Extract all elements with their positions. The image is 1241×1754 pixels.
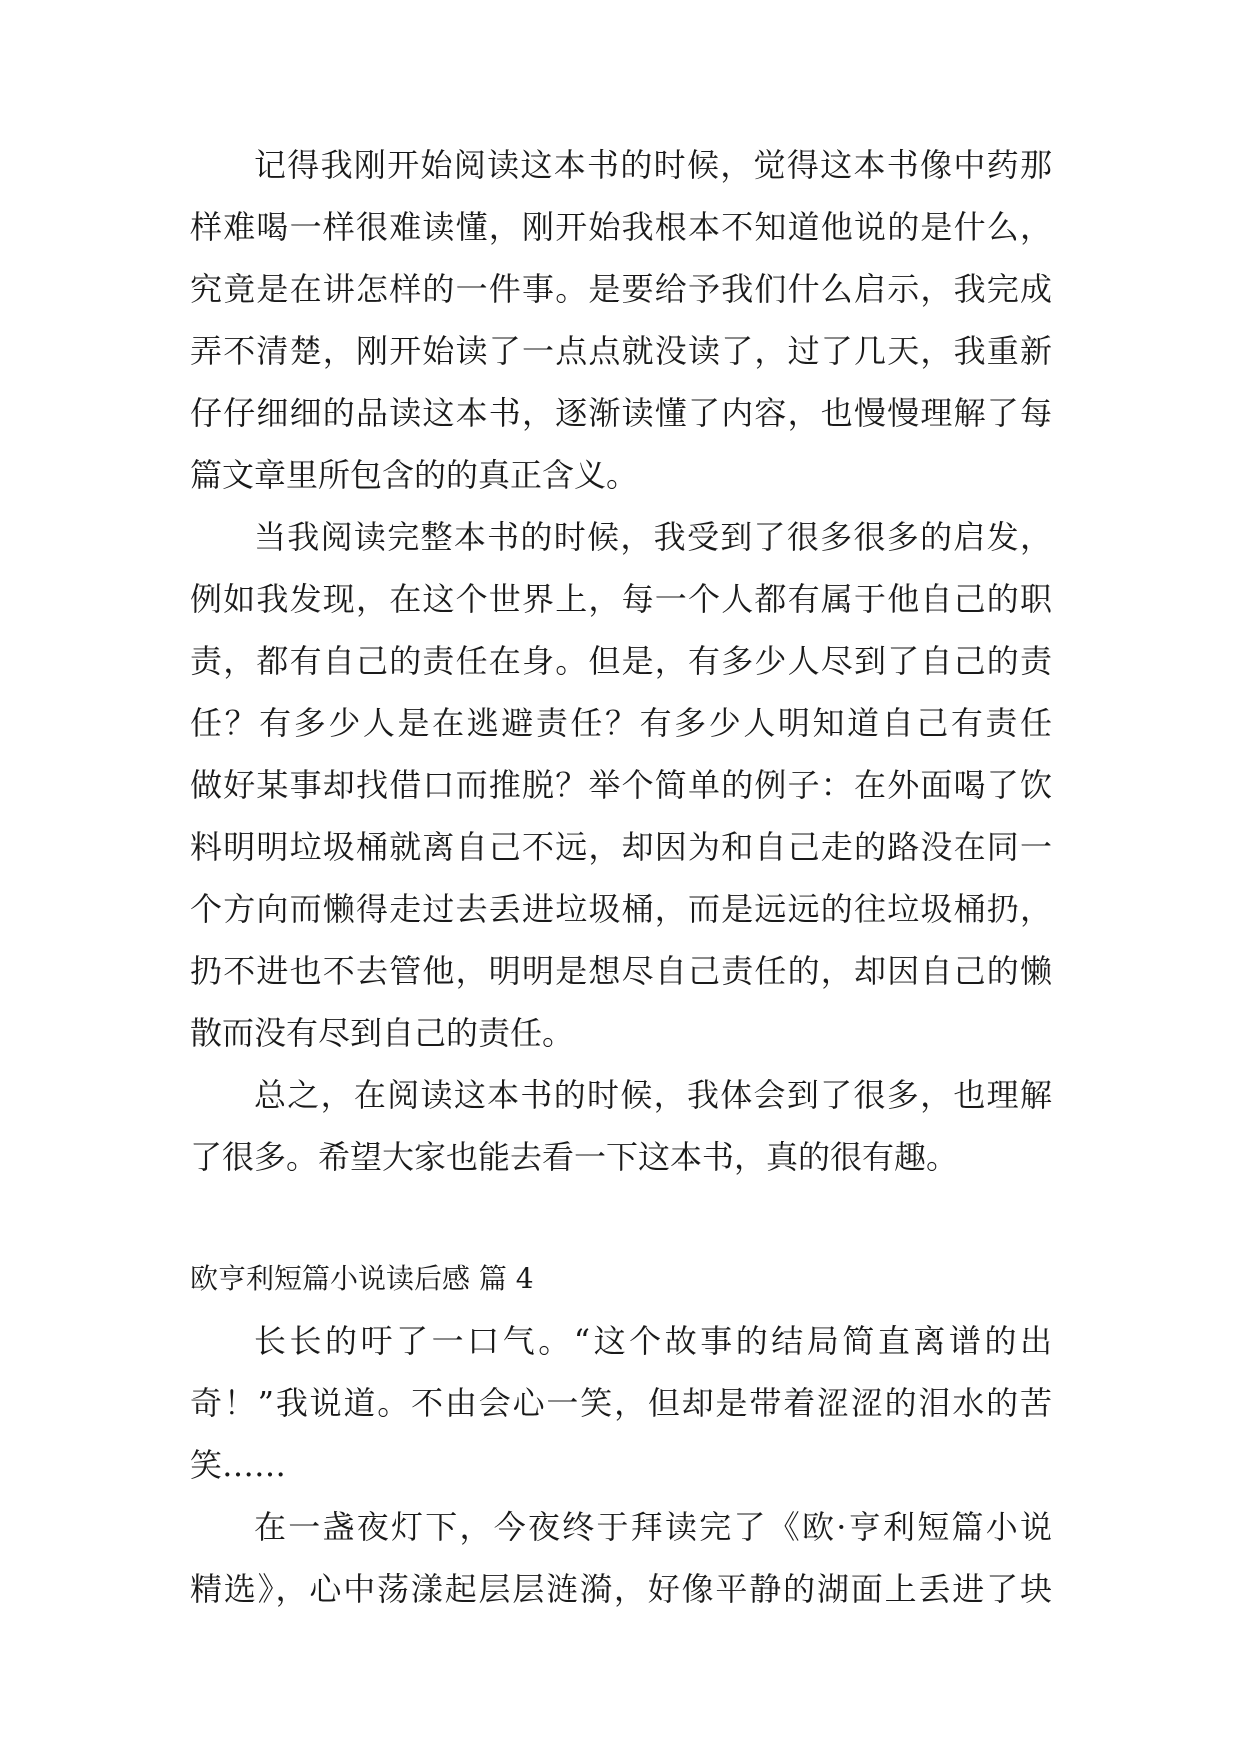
section-heading-block (190, 1248, 1052, 1310)
text-line: 篇文章里所包含的的真正含义。 (190, 456, 639, 494)
text-line: 散而没有尽到自己的责任。 (190, 1014, 575, 1052)
paragraph-4 (190, 1310, 1052, 1496)
text-line: 长长的吁了一口气。“这个故事的结局简直离谱的出 (254, 1322, 1052, 1360)
text-line: 任？有多少人是在逃避责任？有多少人明知道自己有责任 (190, 704, 1052, 742)
text-line: 笑…… (190, 1446, 287, 1484)
text-line: 个方向而懒得走过去丢进垃圾桶，而是远远的往垃圾桶扔， (190, 890, 1052, 928)
paragraph-5 (190, 1496, 1052, 1620)
text-line: 仔仔细细的品读这本书，逐渐读懂了内容，也慢慢理解了每 (190, 394, 1052, 432)
text-line: 例如我发现，在这个世界上，每一个人都有属于他自己的职 (190, 580, 1052, 618)
text-line: 记得我刚开始阅读这本书的时候，觉得这本书像中药那 (254, 146, 1052, 184)
text-line: 在一盏夜灯下，今夜终于拜读完了《欧·亨利短篇小说 (254, 1508, 1052, 1546)
text-line: 总之，在阅读这本书的时候，我体会到了很多，也理解 (254, 1076, 1052, 1114)
text-line: 料明明垃圾桶就离自己不远，却因为和自己走的路没在同一 (190, 828, 1052, 866)
text-line: 究竟是在讲怎样的一件事。是要给予我们什么启示，我完成 (190, 270, 1052, 308)
section-heading: 欧亨利短篇小说读后感 篇 4 (190, 1262, 534, 1295)
text-line: 了很多。希望大家也能去看一下这本书，真的很有趣。 (190, 1138, 959, 1176)
text-line: 奇！”我说道。不由会心一笑，但却是带着涩涩的泪水的苦 (190, 1384, 1052, 1422)
text-line: 做好某事却找借口而推脱？举个简单的例子：在外面喝了饮 (190, 766, 1052, 804)
paragraph-2 (190, 506, 1052, 1064)
paragraph-3 (190, 1064, 1052, 1188)
text-line: 当我阅读完整本书的时候，我受到了很多很多的启发， (254, 518, 1052, 556)
text-line: 样难喝一样很难读懂，刚开始我根本不知道他说的是什么， (190, 208, 1052, 246)
text-line: 弄不清楚，刚开始读了一点点就没读了，过了几天，我重新 (190, 332, 1052, 370)
text-line: 扔不进也不去管他，明明是想尽自己责任的，却因自己的懒 (190, 952, 1052, 990)
text-line: 精选》，心中荡漾起层层涟漪，好像平静的湖面上丢进了块 (190, 1570, 1052, 1608)
paragraph-1 (190, 134, 1052, 506)
text-line: 责，都有自己的责任在身。但是，有多少人尽到了自己的责 (190, 642, 1052, 680)
